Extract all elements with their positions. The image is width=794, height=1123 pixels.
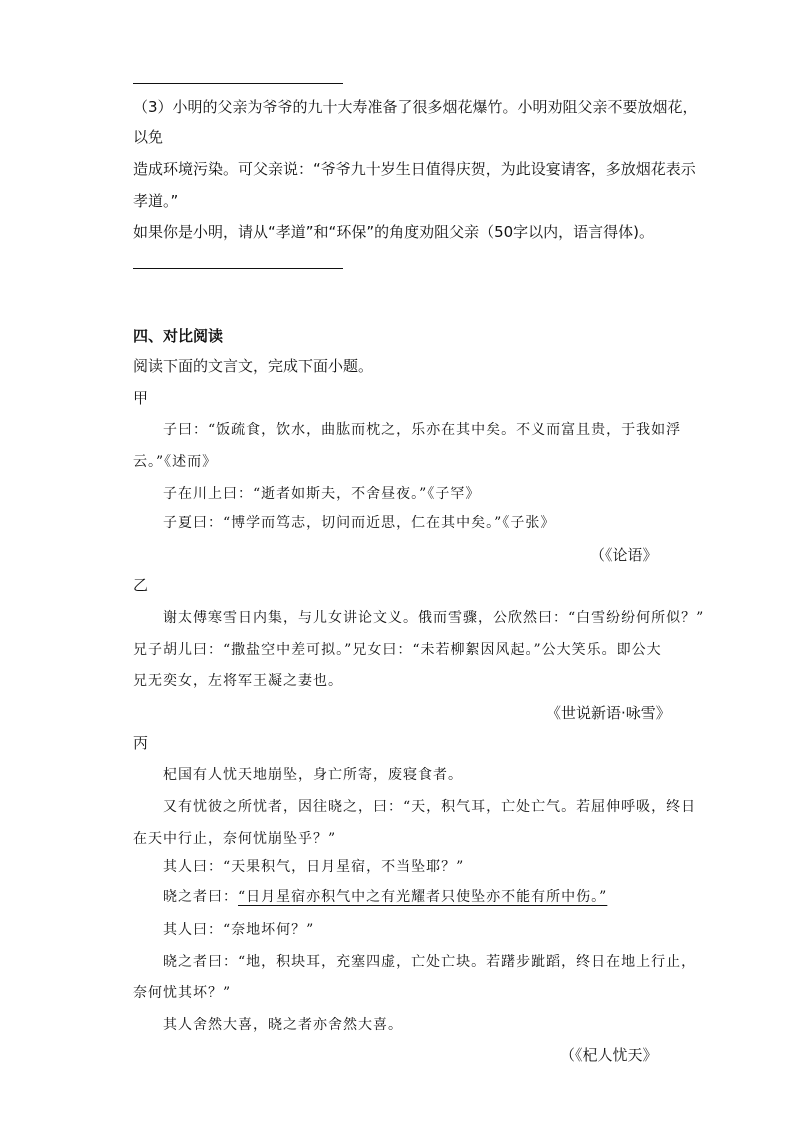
passage-label-bing: 丙 (133, 734, 149, 752)
jia-paragraph-3: 子夏曰：“博学而笃志，切问而近思，仁在其中矣。”《子张》 (163, 515, 556, 531)
q3-line-3: 造成环境污染。可父亲说：“爷爷九十岁生日值得庆贺，为此设宴请客，多放烟花表示 (133, 160, 696, 178)
q3-line-5: 如果你是小明，请从“孝道”和“环保”的角度劝阻父亲（50字以内，语言得体)。 (133, 223, 655, 241)
bing-paragraph-2-line-1: 又有忧彼之所忧者，因往晓之，曰：“天，积气耳，亡处亡气。若屈伸呼吸，终日 (163, 799, 697, 815)
bing-paragraph-3: 其人曰：“天果积气，日月星宿，不当坠耶？” (163, 859, 465, 875)
bing-paragraph-7: 其人舍然大喜，晓之者亦舍然大喜。 (163, 1017, 403, 1033)
section-heading: 四、对比阅读 (133, 327, 224, 345)
answer-blank-line-top (133, 83, 343, 84)
q3-line-1: （3）小明的父亲为爷爷的九十大寿准备了很多烟花爆竹。小明劝阻父亲不要放烟花， (133, 98, 698, 116)
jia-paragraph-1-line-1: 子曰：“饭疏食，饮水，曲肱而枕之，乐亦在其中矣。不义而富且贵，于我如浮 (163, 422, 682, 438)
jia-source: （《论语》 (590, 546, 658, 564)
yi-paragraph-line-2: 兄子胡儿曰：“撒盐空中差可拟。”兄女曰：“未若柳絮因风起。”公大笑乐。即公大 (133, 642, 662, 658)
answer-blank-line-q3 (133, 268, 343, 269)
yi-paragraph-line-3: 兄无奕女，左将军王凝之妻也。 (133, 673, 343, 689)
bing-paragraph-4 (163, 887, 607, 907)
section-instruction: 阅读下面的文言文，完成下面小题。 (133, 357, 374, 375)
bing-source: （《杞人忧天》 (560, 1046, 658, 1064)
jia-paragraph-2: 子在川上曰：“逝者如斯夫，不舍昼夜。”《子罕》 (163, 486, 481, 502)
yi-source: 《世说新语·咏雪》 (546, 704, 671, 722)
bing-paragraph-2-line-2: 在天中行止，奈何忧崩坠乎？” (133, 831, 337, 847)
q3-line-2: 以免 (133, 128, 164, 146)
bing-paragraph-6-line-1: 晓之者曰：“地，积块耳，充塞四虚，亡处亡块。若躇步跐蹈，终日在地上行止， (163, 954, 697, 970)
bing-paragraph-4-prefix: 晓之者曰： (163, 889, 238, 905)
bing-paragraph-6-line-2: 奈何忧其坏？” (133, 985, 232, 1001)
yi-paragraph-line-1: 谢太傅寒雪日内集，与儿女讲论文义。俄而雪骤，公欣然曰：“白雪纷纷何所似？” (163, 610, 705, 626)
bing-paragraph-5: 其人曰：“奈地坏何？” (163, 922, 315, 938)
bing-underlined-sentence: “日月星宿亦积气中之有光耀者只使坠亦不能有所中伤。” (238, 889, 608, 905)
q3-line-4: 孝道。” (133, 192, 179, 210)
bing-paragraph-1: 杞国有人忧天地崩坠，身亡所寄，废寝食者。 (163, 767, 463, 783)
passage-label-jia: 甲 (133, 389, 149, 407)
passage-label-yi: 乙 (133, 576, 149, 594)
jia-paragraph-1-line-2: 云。”《述而》 (133, 454, 218, 470)
